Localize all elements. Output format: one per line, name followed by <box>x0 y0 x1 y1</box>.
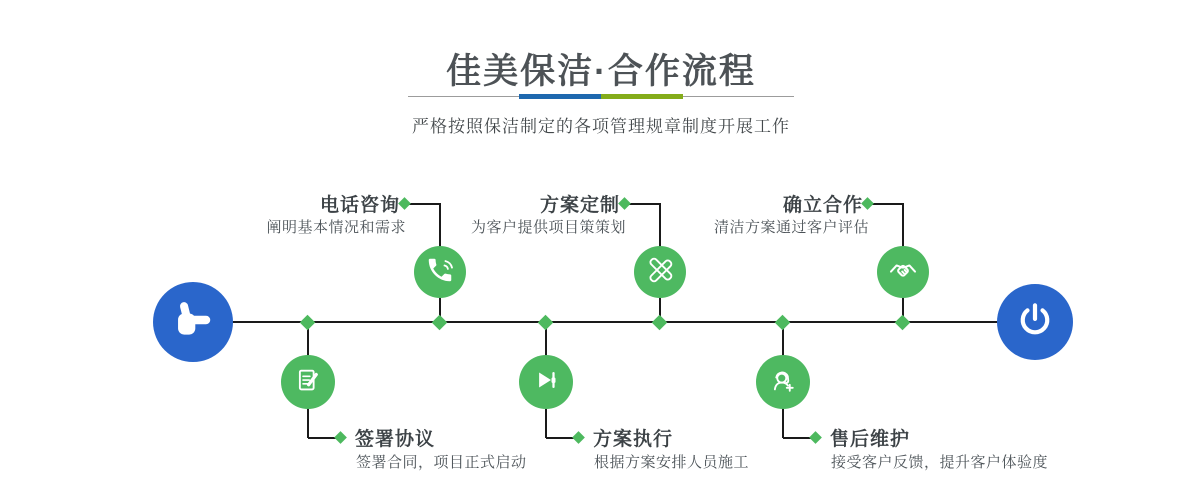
step-title: 方案执行 <box>593 429 674 450</box>
page-subtitle: 严格按照保洁制定的各项管理规章制度开展工作 <box>412 117 790 136</box>
start-node <box>153 282 233 362</box>
step-desc: 清洁方案通过客户评估 <box>713 219 869 236</box>
step-desc: 阐明基本情况和需求 <box>266 219 406 236</box>
step-title: 签署协议 <box>355 429 436 450</box>
headset-icon <box>768 365 798 400</box>
title-divider <box>408 94 794 100</box>
step-icon-circle <box>414 246 466 298</box>
step-desc: 签署合同，项目正式启动 <box>356 454 527 471</box>
power-icon <box>1014 299 1056 346</box>
end-node <box>997 284 1073 360</box>
step-icon-circle <box>519 355 573 409</box>
pencil-ruler-icon <box>645 255 675 290</box>
step-desc: 接受客户反馈，提升客户体验度 <box>831 454 1049 471</box>
label-diamond <box>398 197 411 210</box>
label-diamond <box>861 197 874 210</box>
play-icon <box>531 365 561 400</box>
handshake-icon <box>887 254 919 291</box>
node-diamond <box>895 315 911 331</box>
contract-icon <box>293 365 323 400</box>
label-diamond <box>809 431 822 444</box>
step-title: 方案定制 <box>539 195 620 216</box>
connector-horizontal <box>629 203 660 205</box>
connector-horizontal <box>409 203 440 205</box>
step-icon-circle <box>756 355 810 409</box>
step-icon-circle <box>877 246 929 298</box>
node-diamond <box>538 315 554 331</box>
step-desc: 为客户提供项目策策划 <box>470 219 626 236</box>
step-icon-circle <box>634 246 686 298</box>
step-title: 售后维护 <box>830 429 911 450</box>
divider-accent-blue <box>519 94 601 99</box>
node-diamond <box>775 315 791 331</box>
node-diamond <box>652 315 668 331</box>
phone-icon <box>425 255 455 290</box>
node-diamond <box>300 315 316 331</box>
page-title: 佳美保洁·合作流程 <box>446 52 756 91</box>
step-icon-circle <box>281 355 335 409</box>
divider-accent-green <box>601 94 683 99</box>
pointing-hand-icon <box>170 297 216 348</box>
step-title: 电话咨询 <box>319 195 400 216</box>
label-diamond <box>572 431 585 444</box>
label-diamond <box>334 431 347 444</box>
step-title: 确立合作 <box>782 195 863 216</box>
label-diamond <box>618 197 631 210</box>
step-desc: 根据方案安排人员施工 <box>594 454 750 471</box>
connector-horizontal <box>872 203 903 205</box>
node-diamond <box>432 315 448 331</box>
